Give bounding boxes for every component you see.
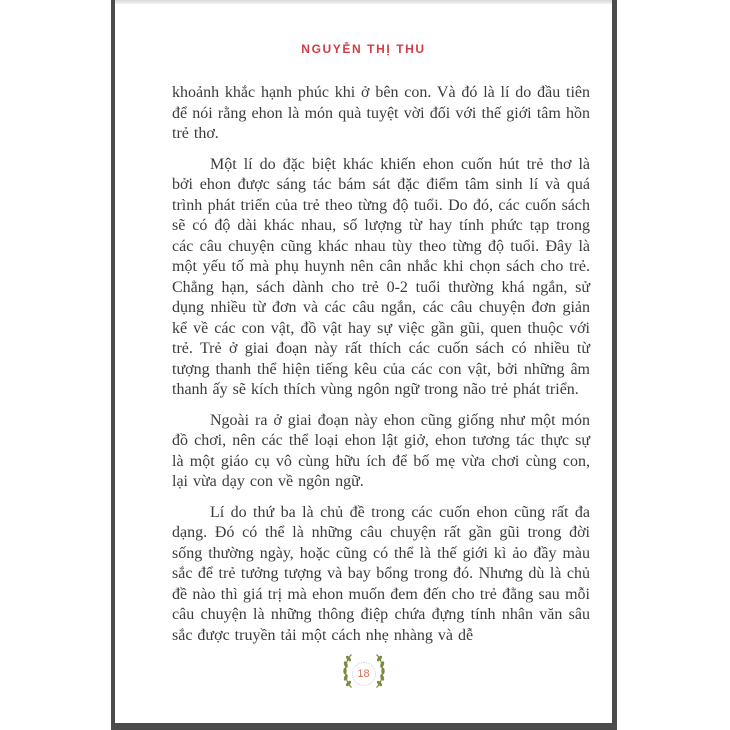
page-number: 18 [352, 662, 376, 686]
paragraph: Lí do thứ ba là chủ đề trong các cuốn ehon cũng rất đa dạng. Đó có thể là những câu chuyện rất gần gũi trong đời sống thường ngày, hoặc cũng có thể là thế giới kì ảo đầy màu sắc để trẻ tưởng tượng và bay bổng trong đó. Nhưng dù là chủ đề nào thì giá trị mà ehon muốn đem đến cho trẻ đằng sau mỗi câu chuyện là những thông điệp chứa đựng tính nhân văn sâu sắc được truyền tải một cách nhẹ nhàng và dễ [172, 503, 590, 644]
paragraph: Một lí do đặc biệt khác khiến ehon cuốn hút trẻ thơ là bởi ehon được sáng tác bám sát đặc điểm tâm sinh lí và quá trình phát triển của trẻ theo từng độ tuổi. Do đó, các cuốn sách sẽ có độ dài khác nhau, số lượng từ hay tính phức tạp trong các câu chuyện cũng khác nhau tùy theo từng độ tuổi. Đây là một yếu tố mà phụ huynh nên cân nhắc khi chọn sách cho trẻ. Chẳng hạn, sách dành cho trẻ 0-2 tuổi thường khá ngắn, sử dụng nhiều từ đơn và các câu ngắn, các câu chuyện đơn giản kể về các con vật, đồ vật hay sự việc gần gũi, quen thuộc với trẻ. Trẻ ở giai đoạn này rất thích các cuốn sách có nhiều từ tượng thanh thể hiện tiếng kêu của các con vật, bởi những âm thanh ấy sẽ kích thích vùng ngôn ngữ trong não trẻ phát triển. [172, 155, 590, 398]
page-number-wreath [338, 653, 390, 694]
author-header: NGUYỄN THỊ THU [301, 42, 426, 56]
paragraph: Ngoài ra ở giai đoạn này ehon cũng giống như một món đồ chơi, nên các thể loại ehon lật giở, ehon tương tác thực sự là một giáo cụ vô cùng hữu ích để bố mẹ vừa chơi cùng con, lại vừa dạy con về ngôn ngữ. [172, 411, 590, 490]
book-page [111, 0, 617, 730]
paragraph: khoảnh khắc hạnh phúc khi ở bên con. Và đó là lí do đầu tiên để nói rằng ehon là món quà tuyệt vời đối với thế giới tâm hồn trẻ thơ. [172, 84, 590, 142]
laurel-branch-right-icon [374, 653, 390, 694]
page-top-edge [115, 0, 612, 4]
body-text-block [172, 83, 590, 646]
page-bottom-edge [111, 723, 617, 730]
